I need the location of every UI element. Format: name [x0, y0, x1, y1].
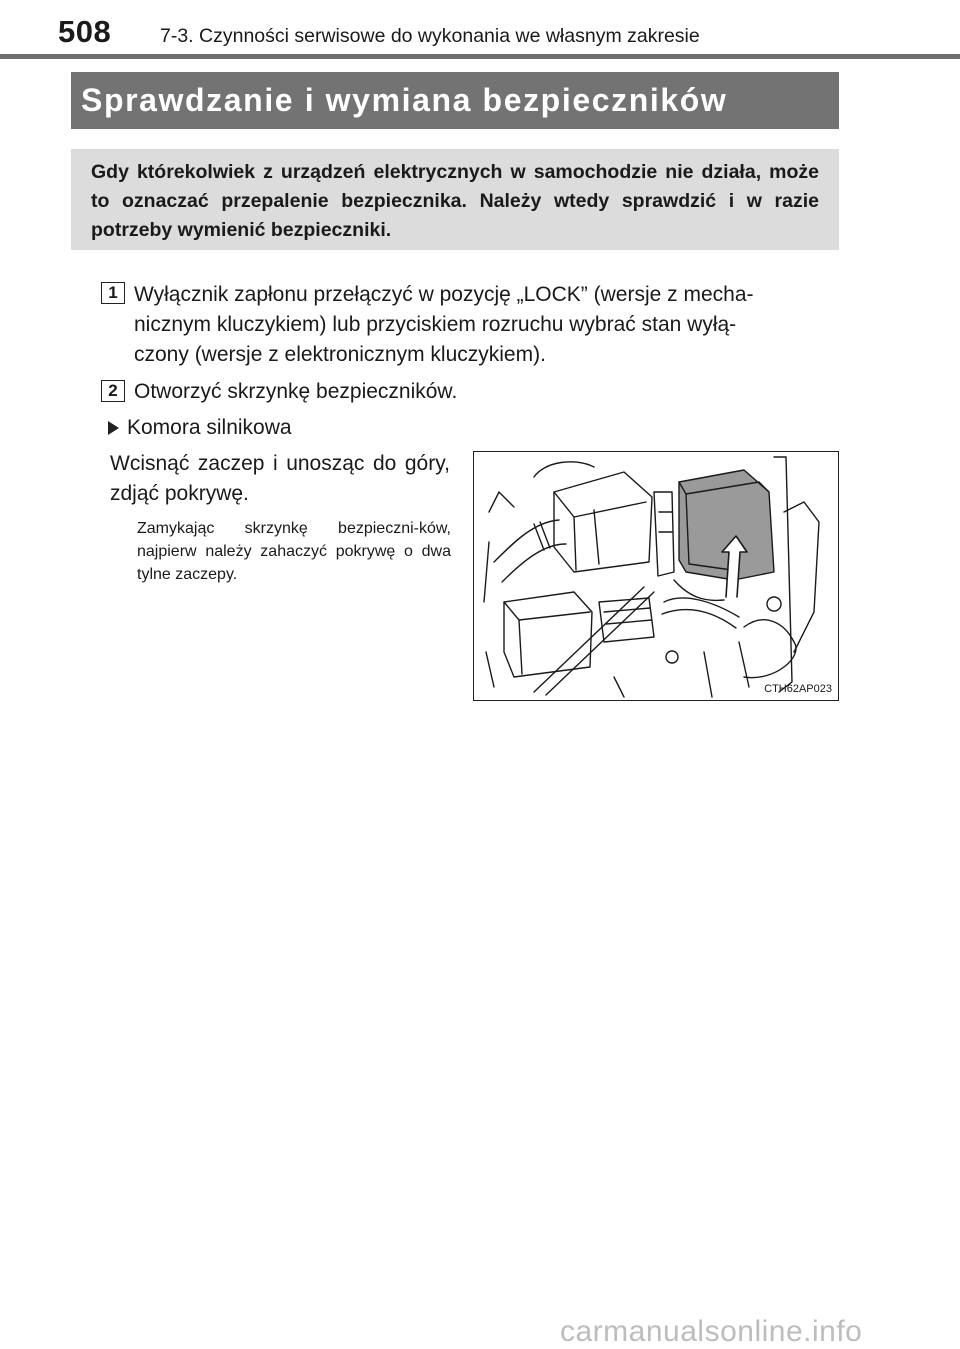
triangle-bullet-icon	[108, 421, 119, 435]
step-2-text	[134, 377, 840, 407]
step-badge-1: 1	[101, 282, 125, 304]
step-1-line-1: Wyłącznik zapłonu przełączyć w pozycję „LOCK” (wersje z mecha-	[134, 283, 754, 306]
figure-code: CTH62AP023	[764, 683, 832, 695]
step-1-text	[134, 280, 840, 370]
section-title: Sprawdzanie i wymiana bezpieczników	[71, 72, 839, 129]
step-2-line-1: Otworzyć skrzynkę bezpieczników.	[134, 380, 458, 403]
note-text: Zamykając skrzynkę bezpieczni-ków, najpierw należy zahaczyć pokrywę o dwa tylne zaczepy.	[137, 520, 451, 583]
chapter-title: 7-3. Czynności serwisowe do wykonania we własnym zakresie	[160, 25, 700, 47]
step-1-line-2: nicznym kluczykiem) lub przyciskiem rozruchu wybrać stan wyłą-	[134, 313, 737, 336]
instruction-text: Wcisnąć zaczep i unosząc do góry, zdjąć pokrywę.	[110, 452, 450, 505]
step-badge-2: 2	[101, 380, 125, 402]
header-rule	[0, 54, 960, 59]
watermark: carmanualsonline.info	[560, 1315, 863, 1348]
page-number: 508	[58, 14, 112, 49]
subsection-heading	[108, 414, 292, 442]
engine-compartment-illustration	[473, 451, 839, 701]
step-1-line-3: czony (wersje z elektronicznym kluczykiem).	[134, 343, 546, 366]
engine-compartment-fuse-box-icon	[474, 452, 839, 701]
subsection-heading-text: Komora silnikowa	[127, 416, 292, 439]
intro-box: Gdy którekolwiek z urządzeń elektrycznych w samochodzie nie działa, może to oznaczać przepalenie bezpiecznika. Należy wtedy sprawdzić i w razie potrzeby wymienić bezpieczniki.	[71, 149, 839, 250]
